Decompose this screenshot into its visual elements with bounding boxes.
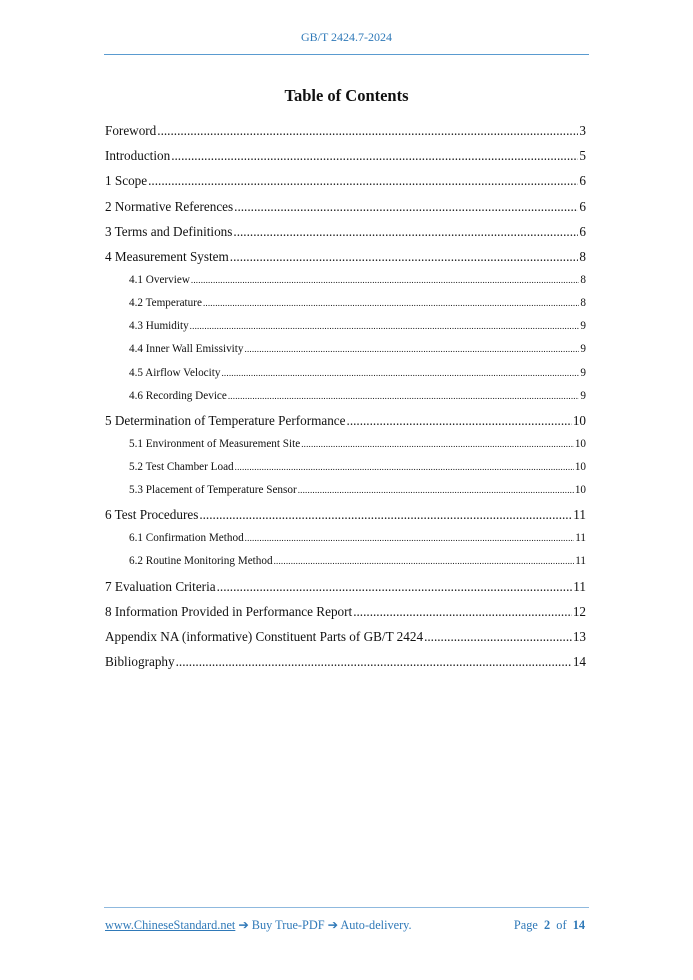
- toc-leader-dots: [298, 479, 574, 502]
- footer-divider: [104, 907, 589, 908]
- toc-leader-dots: [301, 433, 574, 456]
- toc-entry-page: 12: [572, 603, 586, 619]
- footer: [105, 918, 585, 933]
- toc-entry-label: 1 Scope: [105, 173, 148, 189]
- toc-entry-label: 5 Determination of Temperature Performance: [105, 412, 346, 428]
- toc-leader-dots: [353, 599, 572, 624]
- toc-entry[interactable]: [105, 574, 586, 599]
- toc-subentry[interactable]: [105, 527, 586, 550]
- toc-entry-label: 4.2 Temperature: [129, 297, 202, 310]
- toc-entry[interactable]: [105, 649, 586, 674]
- toc-leader-dots: [157, 118, 578, 143]
- toc-entry[interactable]: [105, 143, 586, 168]
- toc-entry-label: 4.6 Recording Device: [129, 389, 227, 402]
- toc-entry-page: 10: [572, 412, 586, 428]
- toc-entry-page: 11: [575, 532, 586, 545]
- toc-entry-label: 5.2 Test Chamber Load: [129, 460, 234, 473]
- toc-leader-dots: [424, 624, 572, 649]
- toc-leader-dots: [234, 194, 578, 219]
- toc-leader-dots: [199, 502, 572, 527]
- toc-entry-page: 14: [572, 654, 586, 670]
- toc-entry[interactable]: [105, 624, 586, 649]
- toc-leader-dots: [148, 168, 578, 193]
- toc-entry-label: 5.1 Environment of Measurement Site: [129, 437, 301, 450]
- toc-entry[interactable]: [105, 168, 586, 193]
- toc-leader-dots: [228, 385, 580, 408]
- toc-entry[interactable]: [105, 408, 586, 433]
- toc-entry-page: 6: [579, 223, 586, 239]
- toc-entry-label: 4.3 Humidity: [129, 320, 189, 333]
- toc-leader-dots: [235, 456, 574, 479]
- website-link[interactable]: www.ChineseStandard.net: [105, 918, 236, 932]
- toc-leader-dots: [171, 143, 578, 168]
- toc-leader-dots: [274, 550, 575, 573]
- toc-entry-page: 10: [574, 484, 586, 497]
- toc-entry-page: 11: [573, 507, 586, 523]
- toc-subentry[interactable]: [105, 338, 586, 361]
- toc-entry-label: Foreword: [105, 123, 157, 138]
- toc-entry-page: 10: [574, 460, 586, 473]
- toc-leader-dots: [347, 408, 572, 433]
- toc-entry[interactable]: [105, 219, 586, 244]
- toc-entry-page: 8: [580, 274, 586, 287]
- toc-subentry[interactable]: [105, 479, 586, 502]
- toc-entry-label: 6.1 Confirmation Method: [129, 532, 244, 545]
- footer-promo-text: ➔ Buy True-PDF ➔ Auto-delivery.: [235, 918, 412, 932]
- toc-leader-dots: [245, 338, 580, 361]
- table-of-contents: [105, 118, 586, 674]
- page-indicator: [514, 918, 585, 933]
- toc-subentry[interactable]: [105, 433, 586, 456]
- toc-subentry[interactable]: [105, 456, 586, 479]
- toc-entry-label: 6.2 Routine Monitoring Method: [129, 555, 273, 568]
- toc-entry[interactable]: [105, 502, 586, 527]
- toc-entry-page: 13: [572, 628, 586, 644]
- toc-entry-page: 11: [573, 578, 586, 594]
- toc-leader-dots: [221, 362, 579, 385]
- page-prefix: Page: [513, 918, 538, 932]
- toc-entry[interactable]: [105, 599, 586, 624]
- toc-leader-dots: [191, 269, 580, 292]
- toc-entry-page: 3: [579, 123, 586, 138]
- toc-leader-dots: [245, 527, 575, 550]
- page-current: 2: [543, 918, 551, 932]
- toc-entry-page: 9: [580, 320, 586, 333]
- toc-subentry[interactable]: [105, 269, 586, 292]
- toc-entry-label: 4 Measurement System: [105, 248, 229, 264]
- toc-entry-label: 4.5 Airflow Velocity: [129, 366, 221, 379]
- toc-entry-label: 4.1 Overview: [129, 274, 190, 287]
- toc-entry-label: 3 Terms and Definitions: [105, 223, 233, 239]
- toc-leader-dots: [217, 574, 573, 599]
- toc-entry-page: 8: [580, 297, 586, 310]
- toc-entry-label: 5.3 Placement of Temperature Sensor: [129, 484, 297, 497]
- toc-entry-label: 4.4 Inner Wall Emissivity: [129, 343, 244, 356]
- toc-entry-page: 6: [579, 198, 586, 214]
- toc-entry-page: 9: [580, 389, 586, 402]
- toc-leader-dots: [233, 219, 578, 244]
- toc-entry-label: Bibliography: [105, 654, 175, 670]
- toc-entry-page: 5: [579, 148, 586, 164]
- toc-subentry[interactable]: [105, 292, 586, 315]
- toc-leader-dots: [190, 315, 580, 338]
- toc-leader-dots: [203, 292, 579, 315]
- toc-entry-label: 2 Normative References: [105, 198, 234, 214]
- toc-entry-label: Introduction: [105, 148, 171, 164]
- page-of: of: [556, 918, 567, 932]
- toc-entry-label: 7 Evaluation Criteria: [105, 578, 216, 594]
- toc-entry[interactable]: [105, 118, 586, 143]
- toc-entry-page: 11: [575, 555, 586, 568]
- footer-promo: [105, 918, 412, 933]
- page-total: 14: [572, 918, 585, 932]
- toc-entry-label: Appendix NA (informative) Constituent Parts of GB/T 2424: [105, 628, 424, 644]
- toc-entry-label: 8 Information Provided in Performance Report: [105, 603, 353, 619]
- header-divider: [104, 54, 589, 55]
- toc-entry[interactable]: [105, 244, 586, 269]
- toc-entry-page: 8: [579, 248, 586, 264]
- toc-leader-dots: [176, 649, 572, 674]
- toc-subentry[interactable]: [105, 315, 586, 338]
- document-id-header: GB/T 2424.7-2024: [300, 30, 393, 44]
- toc-entry-page: 9: [580, 366, 586, 379]
- page-title: Table of Contents: [284, 86, 409, 105]
- toc-leader-dots: [230, 244, 579, 269]
- toc-subentry[interactable]: [105, 385, 586, 408]
- toc-entry[interactable]: [105, 194, 586, 219]
- toc-entry-page: 9: [580, 343, 586, 356]
- toc-entry-page: 6: [579, 173, 586, 189]
- toc-subentry[interactable]: [105, 550, 586, 573]
- toc-entry-page: 10: [574, 437, 586, 450]
- toc-entry-label: 6 Test Procedures: [105, 507, 199, 523]
- toc-subentry[interactable]: [105, 362, 586, 385]
